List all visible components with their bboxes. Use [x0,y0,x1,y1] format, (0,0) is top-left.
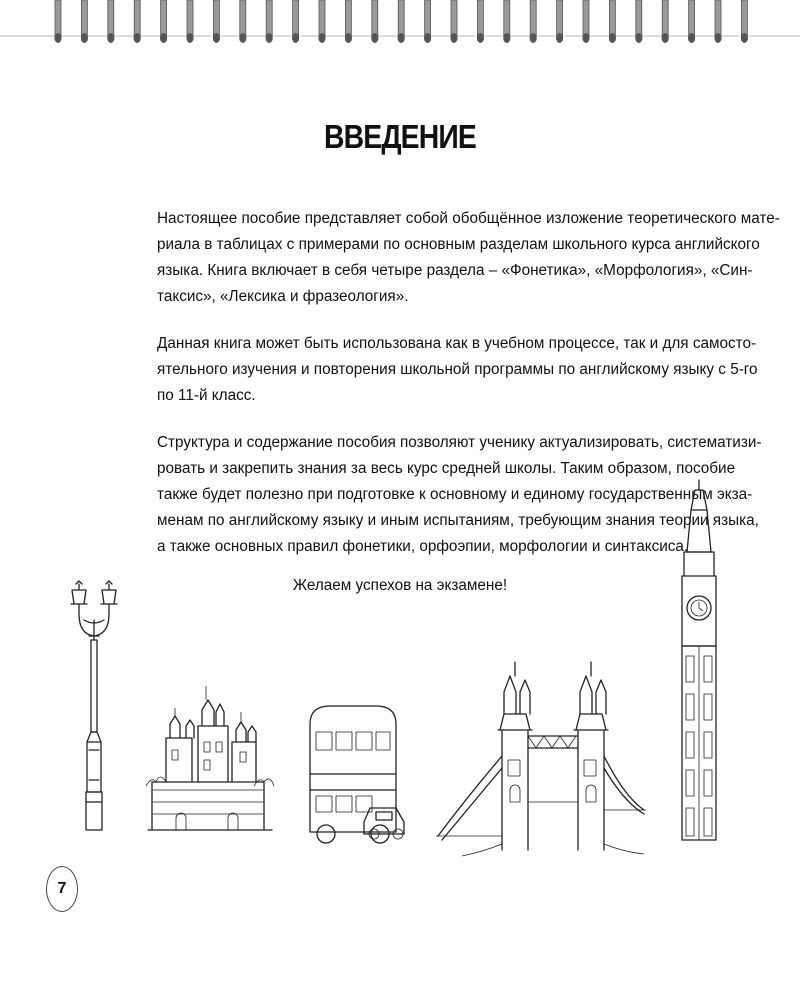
binding-hole [213,33,220,43]
binding-hole [688,33,695,43]
double-decker-bus-icon [304,702,406,846]
binding-hole [424,33,431,43]
binding-hole [134,33,141,43]
text-line: Данная книга может быть использована как в учебном процессе, так и для самосто- [157,335,757,352]
page-number: 7 [46,866,78,912]
binding-hole [451,33,458,43]
binding-hole [715,33,722,43]
binding-hole [107,33,114,43]
binding-hole [503,33,510,43]
binding-hole [239,33,246,43]
text-line: менам по английскому языку и иным испытаниям, требующим знания теории языка, [157,512,759,529]
paragraph-3 [157,430,762,560]
spiral-binding [0,0,800,48]
binding-hole [530,33,537,43]
text-line: Структура и содержание пособия позволяют ученику актуализировать, систематизи- [157,434,762,451]
paragraph-2 [157,331,758,409]
binding-hole [635,33,642,43]
binding-hole [319,33,326,43]
intro-text [157,206,780,581]
binding-hole [609,33,616,43]
closing-wish: Желаем успехов на экзамене! [292,577,508,594]
big-ben-icon [676,480,722,842]
binding-hole [556,33,563,43]
text-line: Настоящее пособие представляет собой обобщённое изложение теоретического мате- [157,210,780,227]
text-line: таксис», «Лексика и фразеология». [157,288,409,305]
text-line: ровать и закрепить знания за весь курс средней школы. Таким образом, пособие [157,460,736,477]
street-lamp-icon [62,580,126,832]
paragraph-1 [157,206,780,310]
binding-hole [266,33,273,43]
text-line: языка. Книга включает в себя четыре раздела – «Фонетика», «Морфология», «Син- [157,262,753,279]
tower-bridge-icon [436,660,646,856]
text-line: также будет полезно при подготовке к основному и единому государственным экза- [157,486,753,503]
binding-hole [398,33,405,43]
binding-hole [55,33,62,43]
binding-hole [662,33,669,43]
page-title: ВВЕДЕНИЕ [323,118,477,155]
binding-hole [160,33,167,43]
binding-hole [583,33,590,43]
text-line: по 11-й класс. [157,387,256,404]
binding-hole [477,33,484,43]
tower-of-london-icon [146,686,274,832]
binding-hole [371,33,378,43]
binding-hole [345,33,352,43]
binding-hole [81,33,88,43]
text-line: а также основных правил фонетики, орфоэпии, морфологии и синтаксиса. [157,538,689,555]
binding-hole [741,33,748,43]
binding-hole [292,33,299,43]
text-line: риала в таблицах с примерами по основным разделам школьного курса английского [157,236,760,253]
text-line: ятельного изучения и повторения школьной программы по английскому языку с 5-го [157,361,758,378]
binding-hole [187,33,194,43]
